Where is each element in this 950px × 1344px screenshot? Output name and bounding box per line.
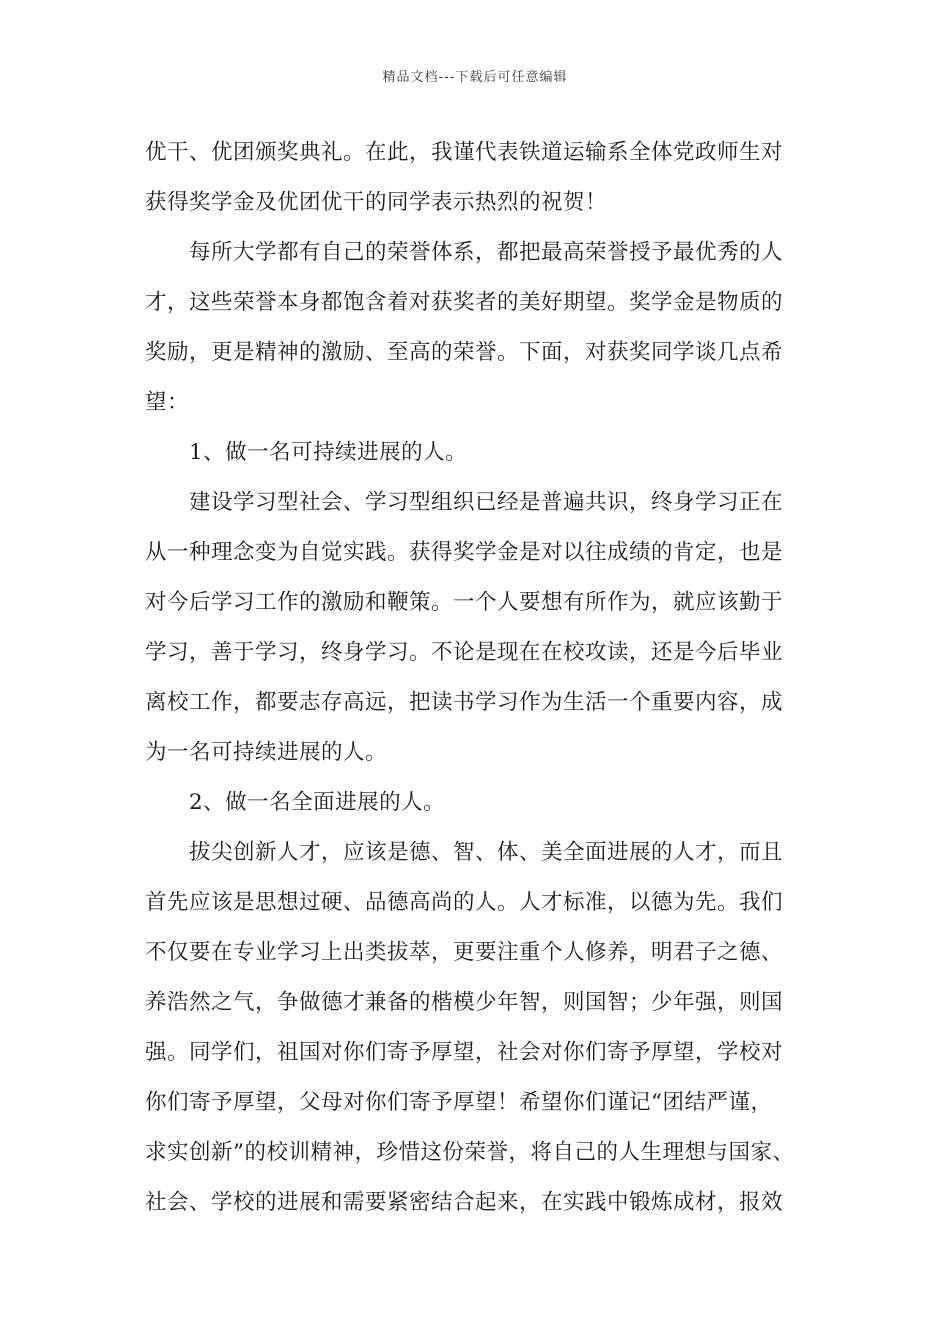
text-line: 学习，善于学习，终身学习。不论是现在在校攻读，还是今后毕业 — [145, 640, 784, 665]
text-line: 不仅要在专业学习上出类拔萃，更要注重个人修养，明君子之德、 — [145, 940, 784, 965]
text-line: 获得奖学金及优团优干的同学表示热烈的祝贺！ — [145, 190, 608, 215]
section-heading: 2、做一名全面进展的人。 — [189, 790, 446, 815]
document-body — [145, 128, 809, 1228]
section-heading: 1、做一名可持续进展的人。 — [189, 440, 468, 465]
text-line: 你们寄予厚望，父母对你们寄予厚望！希望你们谨记“团结严谨， — [145, 1090, 773, 1115]
text-line: 社会、学校的进展和需要紧密结合起来，在实践中锻炼成材，报效 — [145, 1190, 784, 1215]
text-line: 优干、优团颁奖典礼。在此，我谨代表铁道运输系全体党政师生对 — [145, 140, 784, 165]
text-line: 从一种理念变为自觉实践。获得奖学金是对以往成绩的肯定，也是 — [145, 540, 784, 565]
text-line: 对今后学习工作的激励和鞭策。一个人要想有所作为，就应该勤于 — [145, 590, 784, 615]
text-line: 才，这些荣誉本身都饱含着对获奖者的美好期望。奖学金是物质的 — [145, 290, 784, 315]
page-header: 精品文档---下载后可任意编辑 — [382, 70, 568, 85]
text-line: 望： — [145, 390, 190, 415]
text-line: 拔尖创新人才，应该是德、智、体、美全面进展的人才，而且 — [189, 840, 784, 865]
text-line: 求实创新”的校训精神，珍惜这份荣誉，将自己的人生理想与国家、 — [145, 1140, 795, 1165]
text-line: 为一名可持续进展的人。 — [145, 740, 388, 765]
text-line: 养浩然之气，争做德才兼备的楷模少年智，则国智；少年强，则国 — [145, 990, 784, 1015]
text-line: 离校工作，都要志存高远，把读书学习作为生活一个重要内容，成 — [145, 690, 784, 715]
text-line: 奖励，更是精神的激励、至高的荣誉。下面，对获奖同学谈几点希 — [145, 340, 784, 365]
text-line: 建设学习型社会、学习型组织已经是普遍共识，终身学习正在 — [189, 490, 784, 515]
text-line: 每所大学都有自己的荣誉体系，都把最高荣誉授予最优秀的人 — [189, 240, 784, 265]
text-line: 强。同学们，祖国对你们寄予厚望，社会对你们寄予厚望，学校对 — [145, 1040, 784, 1065]
text-line: 首先应该是思想过硬、品德高尚的人。人才标准，以德为先。我们 — [145, 890, 784, 915]
